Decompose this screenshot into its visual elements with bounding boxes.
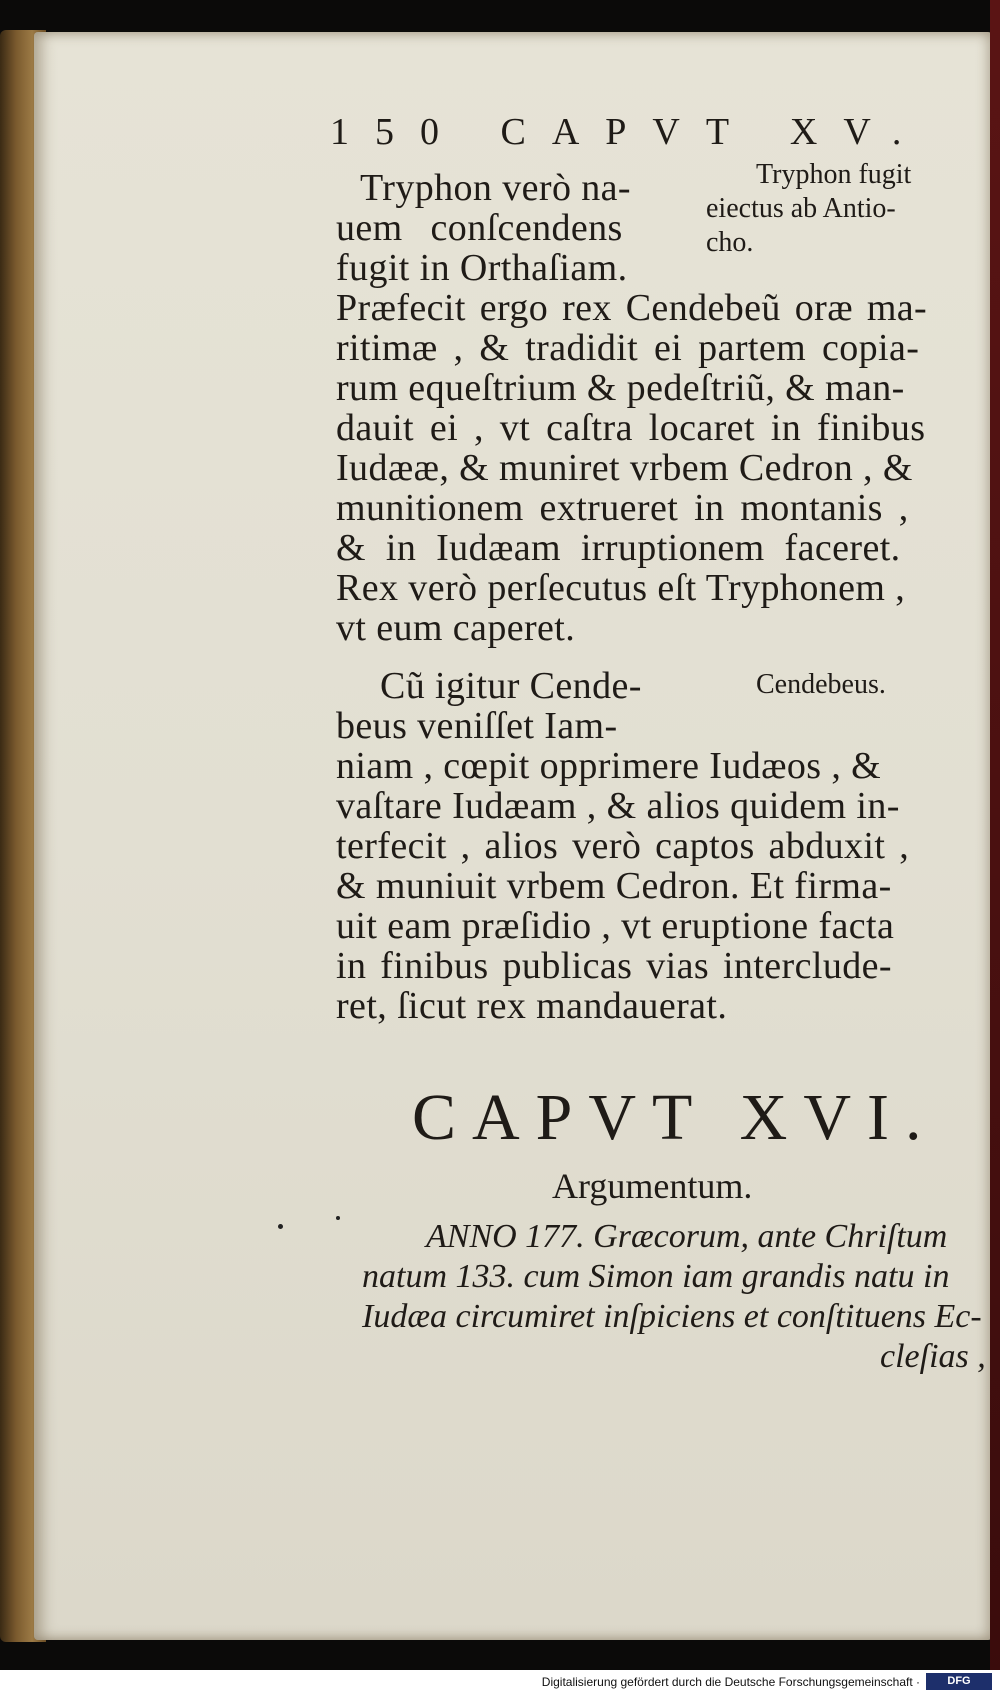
margin-note-line: cho. [706, 227, 754, 258]
body-line: beus veniſſet Iam- [336, 705, 618, 747]
argumentum-line: cleſias , [880, 1338, 986, 1375]
page-right-edge [990, 0, 1000, 1692]
footer-bar [0, 1670, 1000, 1692]
body-line: & muniuit vrbem Cedron. Et firma- [336, 865, 892, 907]
chapter-heading: CAPVT XVI. [412, 1081, 938, 1154]
body-line: rum equeſtrium & pedeſtriũ, & man- [336, 367, 905, 409]
margin-note-line: Tryphon fugit [756, 159, 912, 190]
body-line: Tryphon verò na- [360, 167, 631, 209]
body-line: uem conſcendens [336, 207, 623, 249]
body-line: Rex verò perſecutus eſt Tryphonem , [336, 567, 906, 609]
argumentum-line: natum 133. cum Simon iam grandis natu in [362, 1258, 950, 1295]
body-line: & in Iudæam irruptionem faceret. [336, 527, 901, 569]
dfg-logo: DFG [926, 1673, 992, 1690]
body-line: niam , cœpit opprimere Iudæos , & [336, 745, 882, 787]
body-line: vaſtare Iudæam , & alios quidem in- [336, 785, 900, 827]
argumentum-line: Iudæa circumiret inſpiciens et conſtituens Ec- [362, 1298, 982, 1335]
body-line: uit eam præſidio , vt eruptione facta [336, 905, 895, 947]
body-line: terfecit , alios verò captos abduxit , [336, 825, 910, 867]
body-line: Cũ igitur Cende- [380, 665, 642, 707]
margin-note: Cendebeus. [756, 669, 886, 700]
ink-speck [278, 1224, 283, 1229]
body-line: fugit in Orthaſiam. [336, 247, 628, 289]
body-line: Iudææ, & muniret vrbem Cedron , & [336, 447, 913, 489]
body-line: in finibus publicas vias interclude- [336, 945, 892, 987]
body-line: ret, ſicut rex mandauerat. [336, 985, 728, 1027]
body-line: Præfecit ergo rex Cendebeũ oræ ma- [336, 287, 928, 329]
footer-funding-text: Digitalisierung gefördert durch die Deutsche Forschungsgemeinschaft · [541, 1675, 920, 1689]
body-line: vt eum caperet. [336, 607, 576, 649]
body-line: munitionem extrueret in montanis , [336, 487, 909, 529]
margin-note-line: eiectus ab Antio- [706, 193, 896, 224]
body-line: dauit ei , vt caſtra locaret in finibus [336, 407, 926, 449]
ink-speck [336, 1216, 340, 1220]
argumentum-line: ANNO 177. Græcorum, ante Chriſtum [426, 1218, 948, 1255]
running-head: 150 CAPVT XV. [330, 111, 928, 153]
argumentum-title: Argumentum. [552, 1166, 753, 1206]
body-line: ritimæ , & tradidit ei partem copia- [336, 327, 920, 369]
